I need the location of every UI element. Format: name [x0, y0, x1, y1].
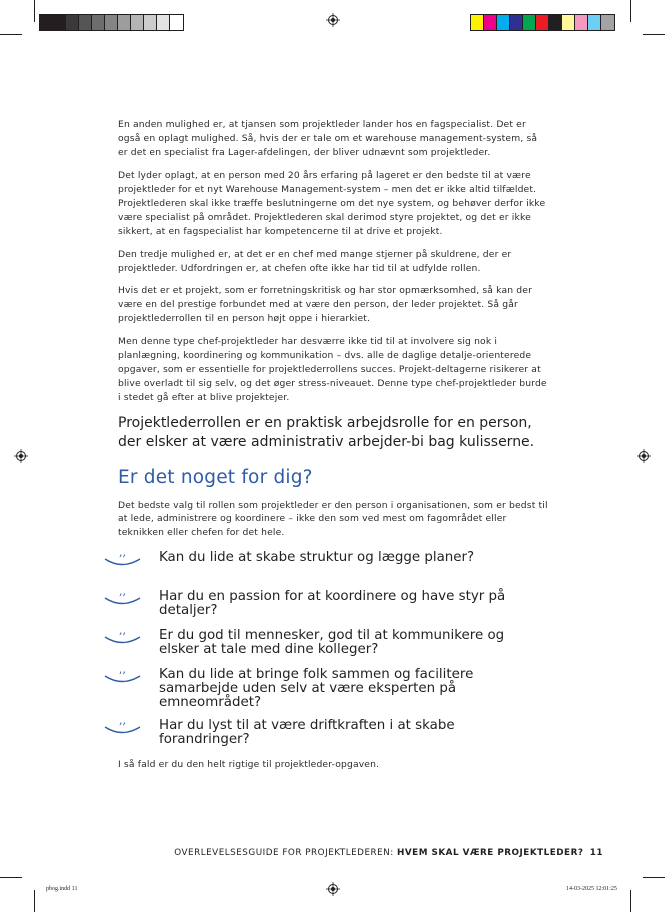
body-paragraph: Men denne type chef-projektleder har desværre ikke tid til at involvere sig nok i planlægning, koordinering og kommunikation – dvs. alle de daglige detalje-orienterede opgaver, som er essentielle for projektlederrollens succes. Projekt-deltagerne risikerer at blive overladt til sig selv, og det øger stress-niveauet. Denne type chef-projektleder burde i stedet gå efter at blive projektejer.	[118, 335, 547, 404]
question-list	[104, 546, 534, 749]
question-item	[104, 624, 534, 659]
quote-mark-icon	[104, 622, 144, 652]
gray-swatch	[144, 15, 157, 30]
section-heading: Er det noget for dig?	[118, 466, 313, 488]
crop-mark	[643, 877, 665, 878]
question-text: Har du lyst til at være driftkraften i at skabe forandringer?	[159, 718, 455, 748]
running-footer	[174, 848, 603, 858]
registration-mark-icon	[637, 449, 651, 463]
crop-mark	[643, 34, 665, 35]
svg-text:,,: ,,	[119, 663, 126, 677]
question-item	[104, 546, 534, 581]
footer-guide-title: OVERLEVELSESGUIDE FOR PROJEKTLEDEREN:	[174, 848, 394, 858]
crop-mark	[34, 890, 35, 912]
quote-mark-icon	[104, 583, 144, 613]
gray-swatch	[131, 15, 144, 30]
color-swatch	[497, 15, 510, 30]
body-paragraph: Den tredje mulighed er, at det er en chef med mange stjerner på skuldrene, der er projektleder. Udfordringen er, at chefen ofte ikke har tid til at udfylde rollen.	[118, 248, 512, 274]
registration-mark-icon	[14, 449, 28, 463]
question-text: Er du god til mennesker, god til at kommunikere og elsker at tale med dine kolleger?	[159, 628, 505, 658]
body-paragraph: En anden mulighed er, at tjansen som projektleder lander hos en fagspecialist. Det er også en oplagt mulighed. Så, hvis der er tale om et warehouse management-system, så er det en specialist fra Lager-afdelingen, der bliver udnævnt som projektleder.	[118, 119, 538, 159]
color-swatch	[523, 15, 536, 30]
crop-mark	[34, 0, 35, 22]
closing-line: I så fald er du den helt rigtige til projektleder-opgaven.	[118, 759, 380, 771]
gray-swatch	[105, 15, 118, 30]
pull-quote: Projektlederrollen er en praktisk arbejdsrolle for en person, der elsker at være administrativ arbejder-bi bag kulisserne.	[118, 414, 535, 450]
color-swatch	[562, 15, 575, 30]
quote-mark-icon	[104, 544, 144, 574]
color-swatch	[471, 15, 484, 30]
svg-text:,,: ,,	[119, 585, 126, 599]
color-swatch	[510, 15, 523, 30]
svg-text:,,: ,,	[119, 624, 126, 638]
color-swatch	[536, 15, 549, 30]
gray-swatch	[53, 15, 66, 30]
question-item	[104, 663, 534, 711]
question-item	[104, 714, 534, 749]
color-swatch	[601, 15, 614, 30]
footer-chapter-title: HVEM SKAL VÆRE PROJEKTLEDER?	[397, 848, 584, 858]
gray-swatch	[170, 15, 183, 30]
color-swatch	[575, 15, 588, 30]
question-text: Har du en passion for at koordinere og have styr på detaljer?	[159, 589, 506, 619]
question-text: Kan du lide at bringe folk sammen og facilitere samarbejde uden selv at være eksperten på emneområdet?	[159, 667, 474, 711]
gray-swatch	[40, 15, 53, 30]
body-paragraph: Det lyder oplagt, at en person med 20 års erfaring på lageret er den bedste til at være projektleder for et nyt Warehouse Management-system – men det er ikke altid tilfældet. Projektlederen skal ikke træffe beslutningerne om det nye system, og behøver derfor ikke være specialist på området. Projektlederen skal derimod styre projektet, og det er ikke sikkert, at en fagspecialist har kompetencerne til at drive et projekt.	[118, 169, 546, 238]
crop-mark	[630, 0, 631, 22]
grayscale-calibration-bar	[39, 14, 184, 31]
quote-mark-icon	[104, 661, 144, 691]
gray-swatch	[92, 15, 105, 30]
color-calibration-bar	[470, 14, 615, 31]
page-content	[118, 118, 548, 771]
svg-text:,,: ,,	[119, 714, 126, 728]
section-intro: Det bedste valg til rollen som projektleder er den person i organisationen, som er bedst til at lede, administrere og koordinere – ikke den som ved mest om fagområdet eller teknikken eller chefen for det hele.	[118, 499, 548, 538]
svg-text:,,: ,,	[119, 546, 126, 560]
crop-mark	[630, 890, 631, 912]
quote-mark-icon	[104, 712, 144, 742]
color-swatch	[588, 15, 601, 30]
gray-swatch	[66, 15, 79, 30]
crop-mark	[0, 877, 22, 878]
gray-swatch	[157, 15, 170, 30]
slug-file-name: pbog.indd 11	[46, 886, 78, 892]
color-swatch	[549, 15, 562, 30]
question-text: Kan du lide at skabe struktur og lægge planer?	[159, 550, 475, 566]
body-paragraph: Hvis det er et projekt, som er forretningskritisk og har stor opmærksomhed, så kan der være en del prestige forbundet med at være den person, der leder projektet. Så går projektlederrollen til en person højt oppe i hierarkiet.	[118, 285, 533, 325]
slug-timestamp: 14-03-2025 12:01:25	[566, 886, 617, 892]
color-swatch	[484, 15, 497, 30]
question-item	[104, 585, 534, 620]
crop-mark	[0, 34, 22, 35]
registration-mark-icon	[326, 882, 340, 896]
gray-swatch	[79, 15, 92, 30]
page-number: 11	[589, 848, 603, 858]
registration-mark-icon	[326, 13, 340, 27]
gray-swatch	[118, 15, 131, 30]
